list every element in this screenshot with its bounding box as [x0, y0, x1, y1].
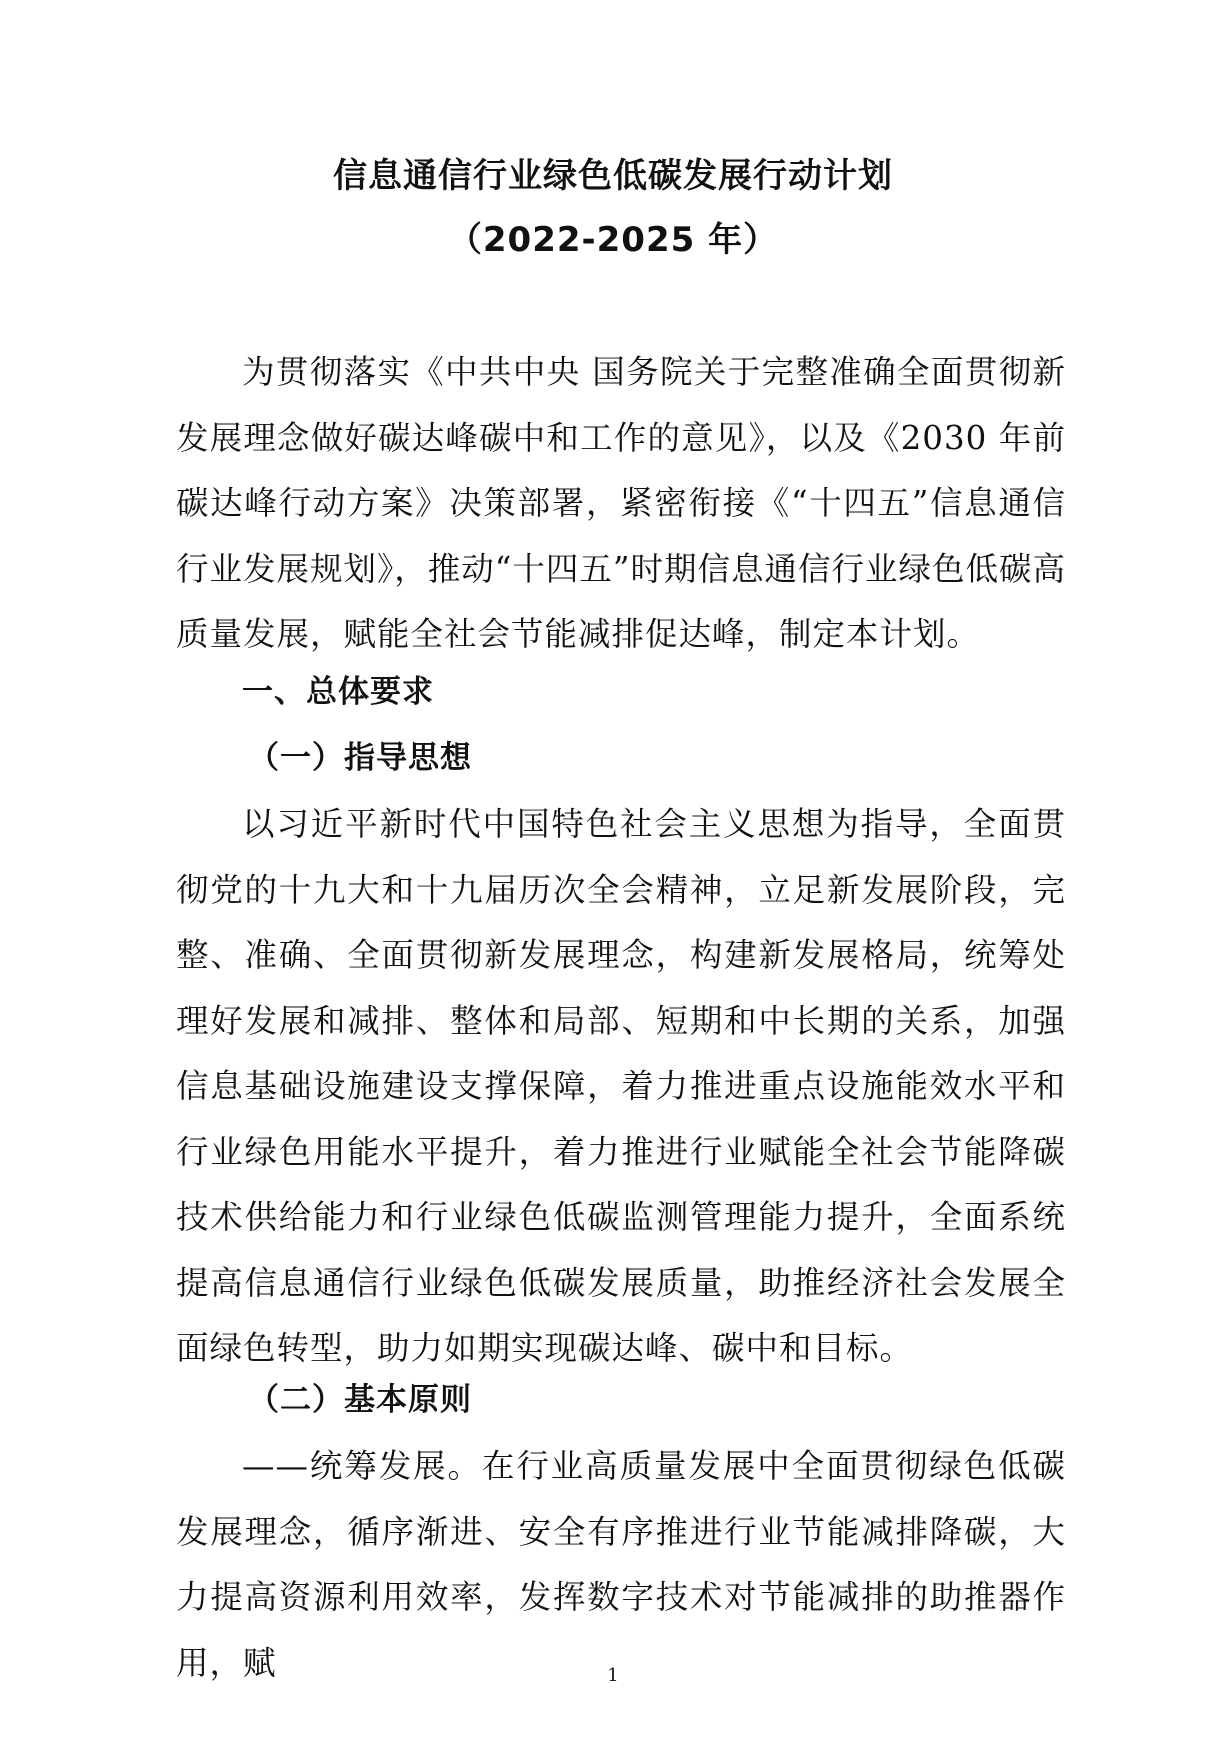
page-number: 1: [607, 1665, 619, 1686]
guiding-ideology-paragraph: 以习近平新时代中国特色社会主义思想为指导，全面贯彻党的十九大和十九届历次全会精神，立足新发展阶段，完整、准确、全面贯彻新发展理念，构建新发展格局，统筹处理好发展和减排、整体和局部、短期和中长期的关系，加强信息基础设施建设支撑保障，着力推进重点设施能效水平和行业绿色用能水平提升，着力推进行业赋能全社会节能降碳技术供给能力和行业绿色低碳监测管理能力提升，全面系统提高信息通信行业绿色低碳发展质量，助推经济社会发展全面绿色转型，助力如期实现碳达峰、碳中和目标。: [176, 805, 1066, 1367]
basic-principles-paragraph: ——统筹发展。在行业高质量发展中全面贯彻绿色低碳发展理念，循序渐进、安全有序推进行业节能减排降碳，大力提高资源利用效率，发挥数字技术对节能减排的助推器作用，赋: [176, 1447, 1066, 1682]
section-heading-general-requirements: 一、总体要求: [242, 674, 434, 710]
intro-paragraph: 为贯彻落实《中共中央 国务院关于完整准确全面贯彻新发展理念做好碳达峰碳中和工作的意见》，以及《2030 年前碳达峰行动方案》决策部署，紧密衔接《“十四五”信息通信行业发展规划》，推动“十四五”时期信息通信行业绿色低碳高质量发展，赋能全社会节能减排促达峰，制定本计划。: [176, 353, 1066, 653]
document-subtitle: （2022-2025 年）: [447, 220, 779, 260]
subsection-heading-guiding-ideology: （一）指导思想: [248, 740, 472, 776]
subsection-heading-basic-principles: （二）基本原则: [248, 1382, 472, 1418]
document-title: 信息通信行业绿色低碳发展行动计划: [333, 156, 893, 196]
